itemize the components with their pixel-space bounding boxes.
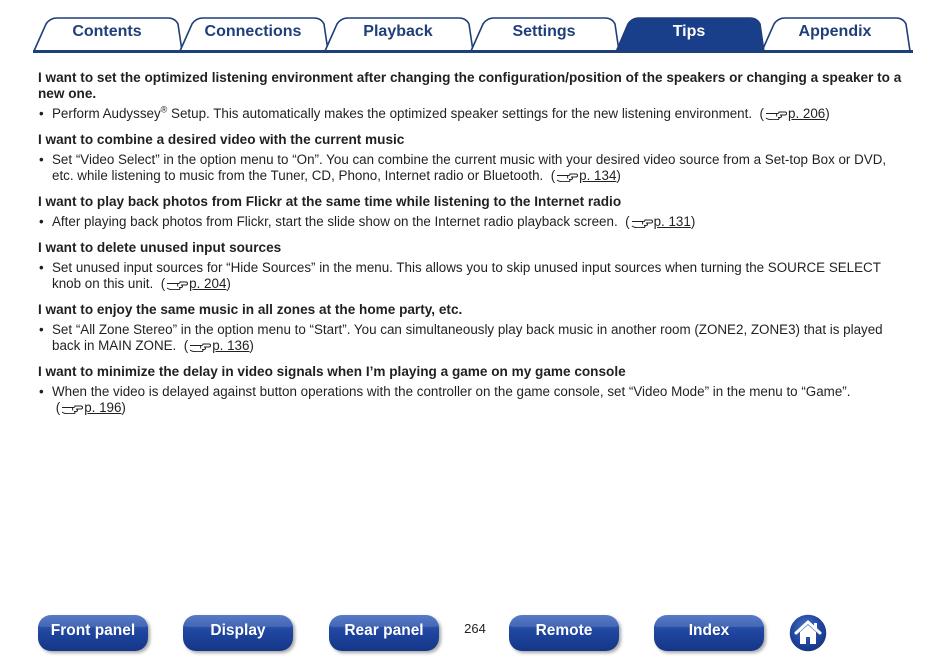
tip-question: I want to delete unused input sources — [38, 240, 282, 255]
bullet-dot: • — [39, 260, 44, 275]
tip-answer-text: Set “All Zone Stereo” in the option menu to “Start”. You can simultaneously play back music in another room (ZONE2, ZONE3) that is played back in MAIN ZONE. — [52, 322, 883, 353]
tip-answer-text: Set unused input sources for “Hide Sources” in the menu. This allows you to skip unused input sources when turning the SOURCE SELECT knob on this unit. — [52, 260, 881, 291]
pointing-hand-icon — [189, 340, 211, 356]
page-reference[interactable]: p. 136 — [212, 338, 250, 353]
front-panel-button[interactable]: Front panel — [38, 615, 148, 651]
tip-question: I want to combine a desired video with the current music — [38, 132, 405, 147]
home-button[interactable] — [788, 613, 828, 653]
page-reference-link[interactable]: ( p. 134) — [547, 168, 621, 183]
bullet-dot: • — [39, 384, 44, 399]
remote-button[interactable]: Remote — [509, 615, 619, 651]
bullet-dot: • — [39, 106, 44, 121]
pointing-hand-icon — [166, 278, 188, 294]
tip-answer-text: Perform Audyssey — [52, 106, 161, 121]
bullet-dot: • — [39, 322, 44, 337]
page-reference[interactable]: p. 131 — [653, 214, 691, 229]
tip-answer — [38, 106, 908, 124]
page-reference-link[interactable]: ( p. 136) — [180, 338, 254, 353]
page-reference-link[interactable]: ( p. 131) — [621, 214, 695, 229]
tip-answer-text: When the video is delayed against button operations with the controller on the game console, set “Video Mode” in the menu to “Game”. — [52, 384, 851, 399]
pointing-hand-icon — [631, 216, 653, 232]
rear-panel-button[interactable]: Rear panel — [329, 615, 439, 651]
page-reference-link[interactable]: ( p. 196) — [52, 400, 126, 415]
tips-content — [38, 70, 908, 426]
pointing-hand-icon — [765, 108, 787, 124]
registered-mark: ® — [160, 104, 168, 115]
tab-connections[interactable]: Connections — [204, 23, 302, 40]
bullet-dot: • — [39, 152, 44, 167]
tip-answer — [38, 384, 908, 418]
tip-question: I want to minimize the delay in video signals when I’m playing a game on my game console — [38, 364, 626, 379]
tip-answer — [38, 152, 908, 186]
tab-tips[interactable]: Tips — [672, 23, 706, 40]
page-reference[interactable]: p. 134 — [579, 168, 617, 183]
page-reference[interactable]: p. 196 — [84, 400, 122, 415]
tip-answer-text: After playing back photos from Flickr, start the slide show on the Internet radio playback screen. — [52, 214, 618, 229]
page-reference-link[interactable]: ( p. 206) — [756, 106, 830, 121]
home-icon — [788, 613, 828, 653]
tip-question: I want to play back photos from Flickr at the same time while listening to the Internet radio — [38, 194, 622, 209]
page-reference[interactable]: p. 204 — [189, 276, 227, 291]
display-button[interactable]: Display — [183, 615, 293, 651]
page-reference[interactable]: p. 206 — [788, 106, 826, 121]
tip-answer — [38, 260, 908, 294]
page-reference-link[interactable]: ( p. 204) — [157, 276, 231, 291]
tip-question: I want to set the optimized listening environment after changing the configuration/position of the speakers or changing a speaker to a new one. — [38, 70, 902, 101]
page-number: 264 — [464, 621, 486, 636]
tab-settings[interactable]: Settings — [512, 23, 576, 40]
pointing-hand-icon — [556, 170, 578, 186]
bullet-dot: • — [39, 214, 44, 229]
tab-bar — [0, 0, 950, 60]
index-button[interactable]: Index — [654, 615, 764, 651]
tip-answer-text: Set “Video Select” in the option menu to “On”. You can combine the current music with your desired video source from a Set-top Box or DVD, etc. while listening to music from the Tuner, CD, Phono, Internet radio or Bluetooth. — [52, 152, 887, 183]
tip-answer — [38, 322, 908, 356]
tip-answer-text-cont: Setup. This automatically makes the optimized speaker settings for the new listening environment. — [167, 106, 753, 121]
tab-contents[interactable]: Contents — [72, 23, 142, 40]
pointing-hand-icon — [61, 402, 83, 418]
tab-playback[interactable]: Playback — [363, 23, 433, 40]
tip-question: I want to enjoy the same music in all zones at the home party, etc. — [38, 302, 463, 317]
tip-answer — [38, 214, 908, 232]
tab-appendix[interactable]: Appendix — [798, 23, 872, 40]
